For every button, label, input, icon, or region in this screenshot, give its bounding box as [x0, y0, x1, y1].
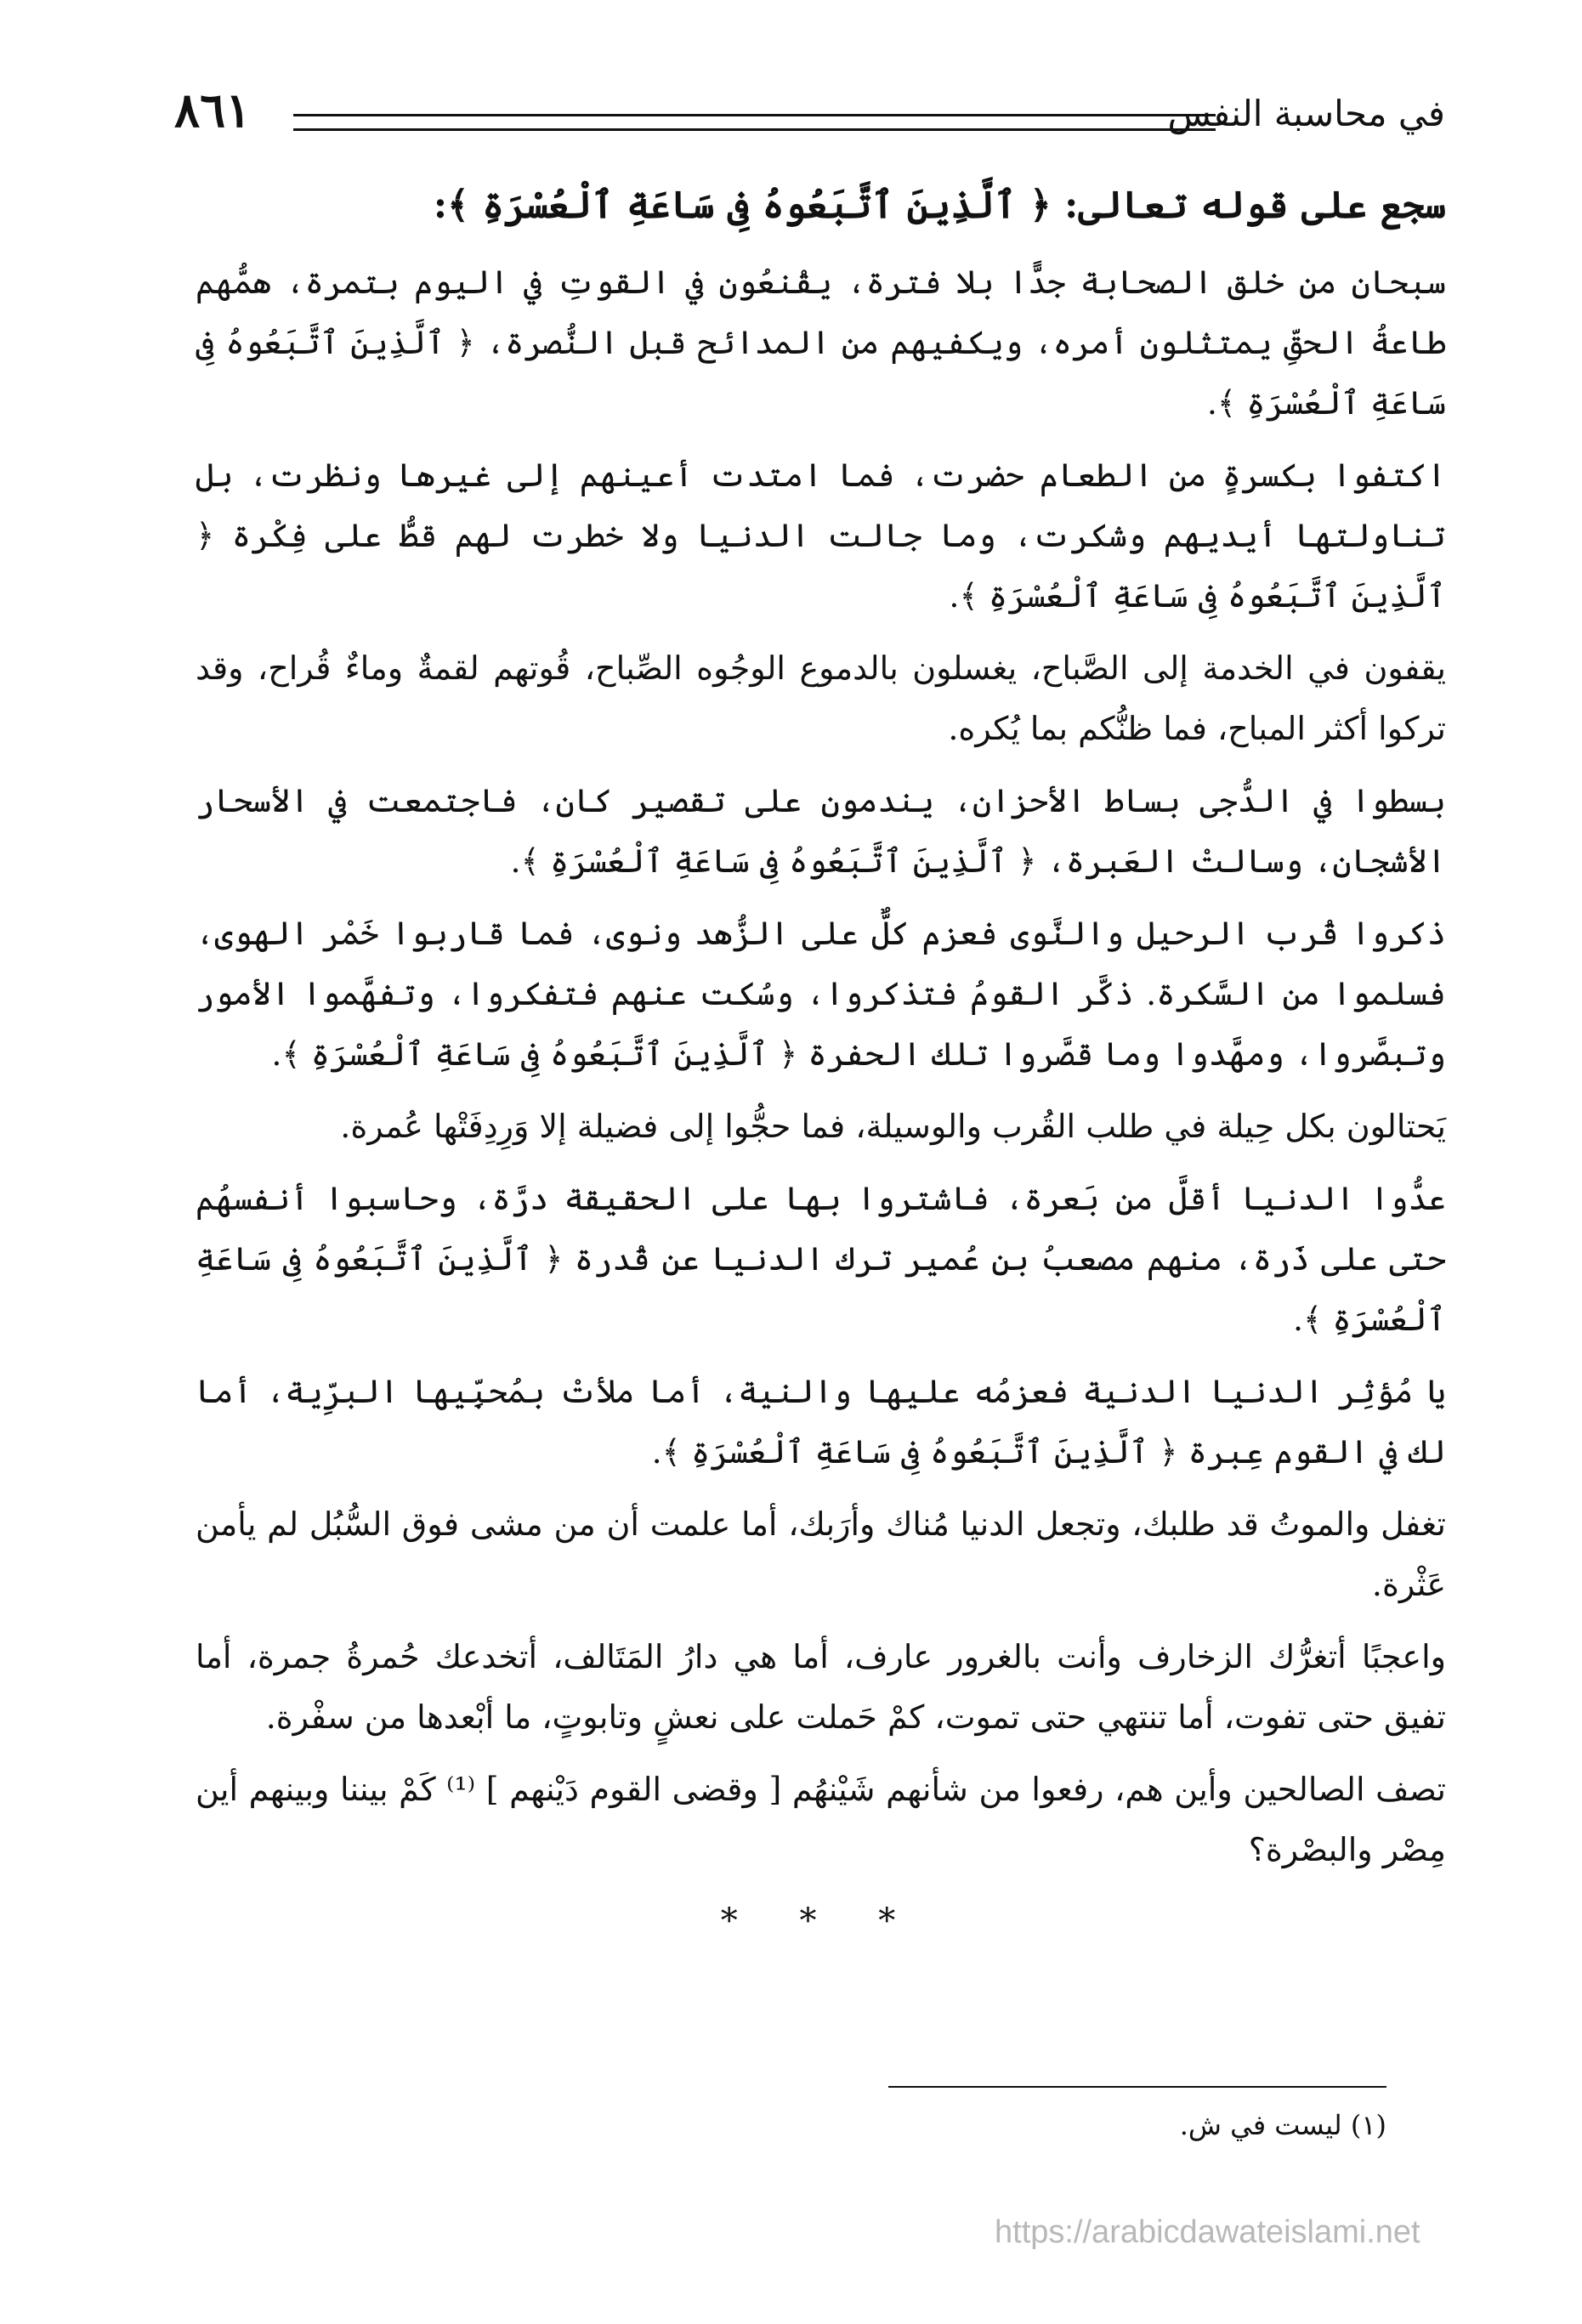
- footnote-rule: [888, 2086, 1386, 2088]
- paragraph: يَحتالون بكل حِيلة في طلب القُرب والوسيلة، فما حجُّوا إلى فضيلة إلا وَرِدِفَتْها عُمرة.: [340, 1108, 1446, 1145]
- paragraph: يا مُؤثِر الدنيا الدنية فعزمُه عليها والنية، أما ملأتْ بمُحبِّيها البرِّية، أما لك في القوم عِبرة ﴿ ٱلَّذِينَ ٱتَّبَعُوهُ فِى سَاعَةِ ٱلْعُسْرَةِ ﴾.: [196, 1373, 1446, 1471]
- watermark-url: https://arabicdawateislami.net: [995, 2214, 1420, 2250]
- footnote: (١) ليست في ش.: [1179, 2109, 1386, 2141]
- page-number: ٨٦١: [174, 82, 252, 139]
- paragraph: واعجبًا أتغرُّك الزخارف وأنت بالغرور عارف، أما هي دارُ المَتَالف، أتخدعك حُمرةُ جمرة، أما تفيق حتى تفوت، أما تنتهي حتى تموت، كمْ حَملت على نعشٍ وتابوتٍ، ما أبْعدها من سفْرة.: [196, 1638, 1446, 1736]
- section-heading: سجع على قوله تعالى: ﴿ ٱلَّذِينَ ٱتَّبَعُوهُ فِى سَاعَةِ ٱلْعُسْرَةِ ﴾:: [433, 184, 1446, 227]
- paragraph: اكتفوا بكسرةٍ من الطعام حضرت، فما امتدت أعينهم إلى غيرها ونظرت، بل تناولتها أيديهم وشكرت، وما جالت الدنيا ولا خطرت لهم قطُّ على فِكْرة ﴿ ٱلَّذِينَ ٱتَّبَعُوهُ فِى سَاعَةِ ٱلْعُسْرَةِ ﴾.: [196, 456, 1446, 615]
- main-text: [196, 174, 1446, 1947]
- paragraph: سبحان من خلق الصحابة جدًّا بلا فترة، يقْنعُون في القوتِ في اليوم بتمرة، همُّهم طاعةُ الحقِّ يمتثلون أمره، ويكفيهم من المدائح قبل النُّصرة، ﴿ ٱلَّذِينَ ٱتَّبَعُوهُ فِى سَاعَةِ ٱلْعُسْرَةِ ﴾.: [196, 264, 1446, 422]
- paragraph: ذكروا قُرب الرحيل والنَّوى فعزم كلٌّ على الزُّهد ونوى، فما قاربوا خَمْر الهوى، فسلموا من السَّكرة. ذكَّر القومُ فتذكروا، وسُكت عنهم فتفكروا، وتفهَّموا الأمور وتبصَّروا، ومهَّدوا وما قصَّروا تلك الحفرة ﴿ ٱلَّذِينَ ٱتَّبَعُوهُ فِى سَاعَةِ ٱلْعُسْرَةِ ﴾.: [196, 915, 1446, 1073]
- section-separator: * * *: [720, 1902, 921, 1941]
- paragraph: تغفل والموتُ قد طلبك، وتجعل الدنيا مُناك وأرَبك، أما علمت أن من مشى فوق السُّبُل لم يأمن عَثْرة.: [196, 1505, 1446, 1603]
- paragraph: يقفون في الخدمة إلى الصَّباح، يغسلون بالدموع الوجُوه الصِّباح، قُوتهم لقمةٌ وماءٌ قُراح، وقد تركوا أكثر المباح، فما ظنُّكم بما يُكره.: [196, 649, 1446, 747]
- header-rule: [293, 114, 1216, 131]
- paragraph: عدُّوا الدنيا أقلَّ من بَعرة، فاشتروا بها على الحقيقة درَّة، وحاسبوا أنفسهُم حتى على ذَرة، منهم مصعبُ بن عُمير ترك الدنيا عن قُدرة ﴿ ٱلَّذِينَ ٱتَّبَعُوهُ فِى سَاعَةِ ٱلْعُسْرَةِ ﴾.: [196, 1180, 1446, 1338]
- paragraph: تصف الصالحين وأين هم، رفعوا من شأنهم شَيْنهُم [ وقضى القوم دَيْنهم ] ⁽¹⁾ كَمْ بيننا وبينهم أين مِصْر والبصْرة؟: [196, 1771, 1446, 1868]
- paragraph: بسطوا في الدُّجى بساط الأحزان، يندمون على تقصير كان، فاجتمعت في الأسحار الأشجان، وسالتْ العَبرة، ﴿ ٱلَّذِينَ ٱتَّبَعُوهُ فِى سَاعَةِ ٱلْعُسْرَةِ ﴾.: [196, 782, 1446, 880]
- header-title: في محاسبة النفس: [1167, 93, 1445, 134]
- running-header: [174, 83, 1445, 151]
